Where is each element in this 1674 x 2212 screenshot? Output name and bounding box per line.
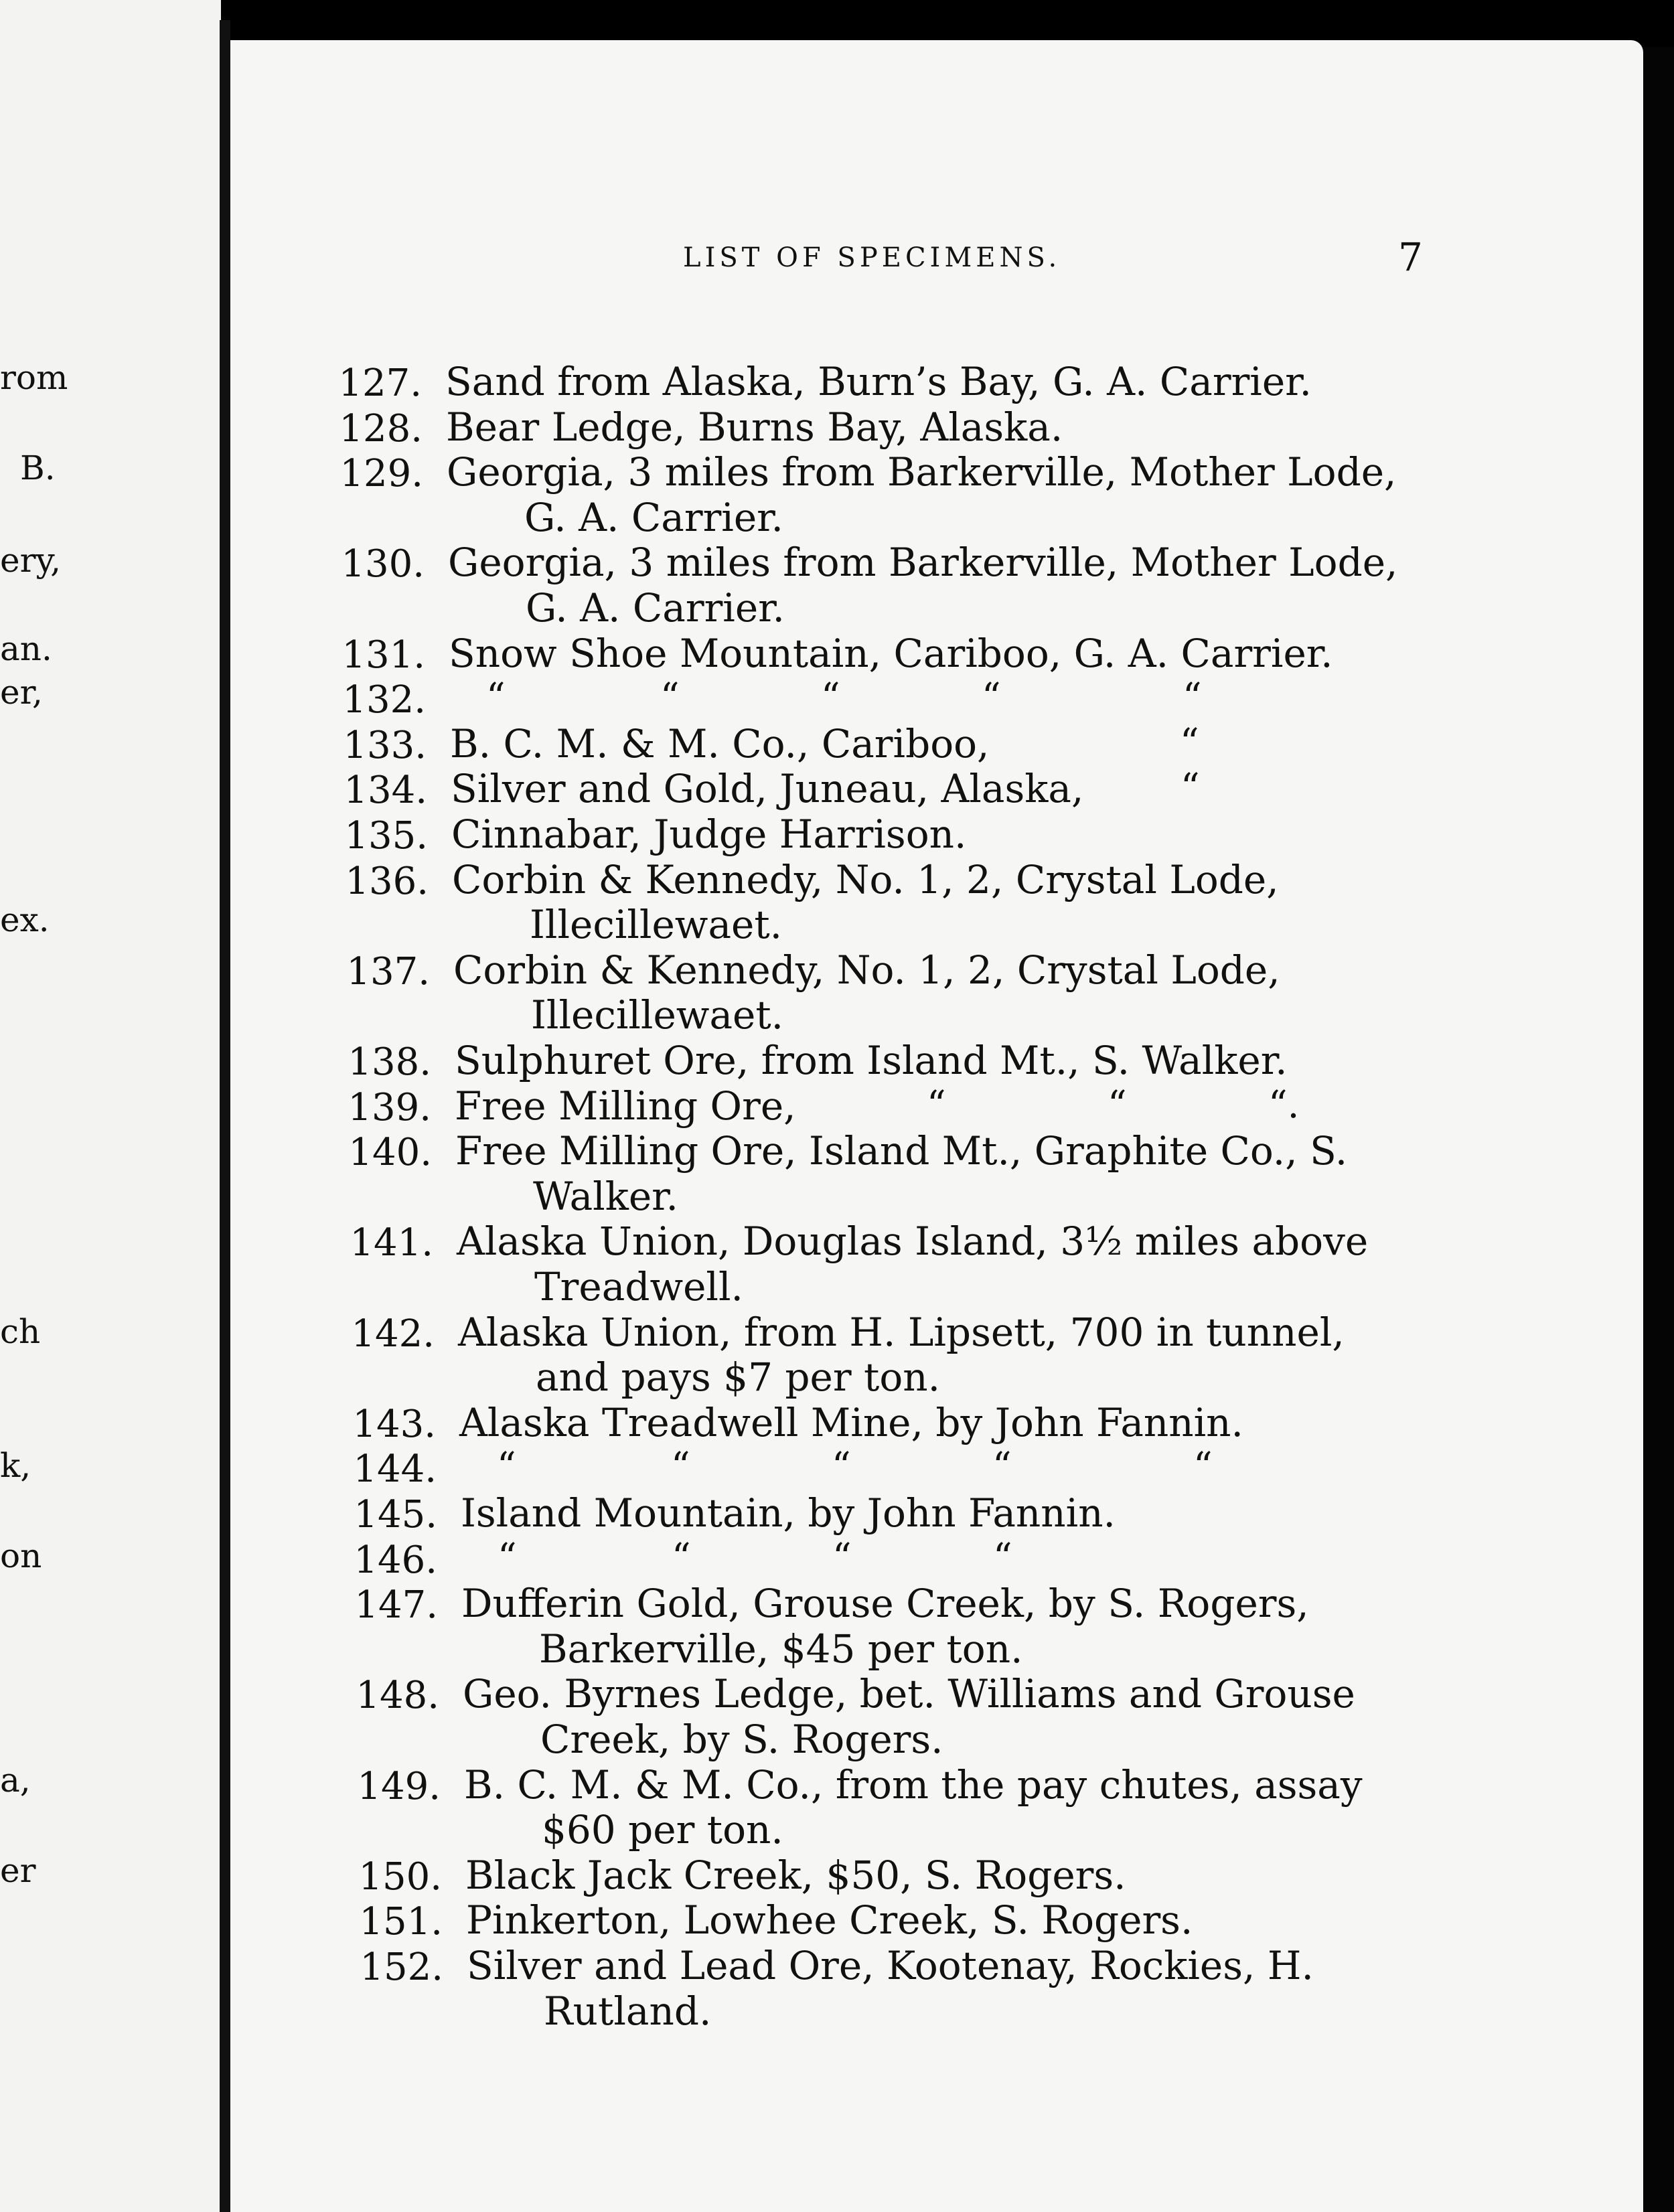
- specimen-description: Snow Shoe Mountain, Cariboo, G. A. Carrier.: [449, 630, 1333, 676]
- left-page-fragment: on: [0, 1536, 42, 1575]
- specimen-number: 132.: [342, 678, 426, 722]
- specimen-description: Alaska Union, Douglas Island, 3½ miles above: [457, 1218, 1369, 1265]
- specimen-description: Bear Ledge, Burns Bay, Alaska.: [446, 404, 1063, 450]
- specimen-description-continued: and pays $7 per ton.: [536, 1354, 941, 1401]
- ditto-mark: “: [927, 1083, 946, 1127]
- specimen-description: Pinkerton, Lowhee Creek, S. Rogers.: [466, 1897, 1193, 1944]
- specimen-description: Georgia, 3 miles from Barkerville, Mother Lode,: [447, 449, 1397, 495]
- specimen-number: 142.: [351, 1312, 435, 1356]
- ditto-mark: “: [1193, 1445, 1213, 1489]
- ditto-mark: “: [660, 676, 680, 720]
- ditto-mark: “: [671, 1445, 690, 1489]
- specimen-number: 140.: [348, 1131, 432, 1175]
- specimen-description-continued: Illecillewaet.: [531, 992, 784, 1038]
- specimen-description: Sand from Alaska, Burn’s Bay, G. A. Carrier.: [445, 359, 1312, 404]
- specimen-number: 127.: [338, 362, 422, 405]
- specimen-description: Free Milling Ore, Island Mt., Graphite Co., S.: [455, 1128, 1348, 1174]
- left-page-fragment: ery,: [0, 541, 61, 580]
- ditto-mark: “: [821, 676, 840, 720]
- specimen-number: 138.: [348, 1040, 431, 1084]
- specimen-description: Free Milling Ore,: [455, 1083, 796, 1129]
- specimen-description: Geo. Byrnes Ledge, bet. Williams and Grouse: [463, 1671, 1355, 1717]
- left-page-fragment: ex.: [0, 900, 50, 939]
- specimen-description: Silver and Lead Ore, Kootenay, Rockies, H.: [467, 1943, 1314, 1988]
- specimen-number: 135.: [344, 814, 428, 858]
- specimen-description: Alaska Treadwell Mine, by John Fannin.: [459, 1399, 1243, 1445]
- specimen-description: Cinnabar, Judge Harrison.: [451, 811, 967, 857]
- left-page-fragment: a,: [0, 1761, 31, 1800]
- specimen-number: 151.: [359, 1900, 443, 1944]
- specimen-number: 136.: [345, 859, 429, 903]
- specimen-description-continued: Illecillewaet.: [530, 902, 783, 948]
- ditto-mark: “: [498, 1535, 517, 1579]
- specimen-description-continued: G. A. Carrier.: [526, 585, 785, 631]
- specimen-description-continued: Treadwell.: [534, 1264, 743, 1310]
- specimen-description-continued: Creek, by S. Rogers.: [540, 1717, 943, 1762]
- specimen-number: 152.: [360, 1946, 443, 1989]
- specimen-number: 148.: [356, 1674, 439, 1718]
- specimen-description-continued: Walker.: [533, 1173, 678, 1219]
- left-page-fragment: rom: [0, 358, 68, 397]
- ditto-mark: “: [993, 1535, 1012, 1579]
- specimen-description: Alaska Union, from H. Lipsett, 700 in tunnel,: [458, 1309, 1345, 1355]
- ditto-mark: “: [1181, 766, 1200, 810]
- ditto-mark: “: [1180, 720, 1199, 765]
- left-page-fragment: er,: [0, 673, 43, 712]
- specimen-number: 147.: [354, 1583, 438, 1628]
- ditto-mark: “: [982, 676, 1001, 720]
- ditto-mark: “: [672, 1535, 691, 1579]
- specimen-description-continued: $60 per ton.: [542, 1807, 783, 1853]
- specimen-description-continued: Rutland.: [544, 1988, 712, 2034]
- ditto-mark: “.: [1268, 1083, 1300, 1127]
- left-page-fragment: er: [0, 1851, 36, 1890]
- ditto-mark: “: [832, 1535, 852, 1579]
- specimen-description: Island Mountain, by John Fannin.: [461, 1490, 1116, 1536]
- specimen-number: 133.: [343, 723, 427, 767]
- specimen-number: 139.: [348, 1085, 431, 1129]
- specimen-number: 137.: [346, 949, 430, 994]
- left-page-fragment: ch: [0, 1312, 41, 1351]
- specimen-description: Sulphuret Ore, from Island Mt., S. Walker.: [455, 1038, 1288, 1083]
- ditto-mark: “: [1183, 676, 1202, 720]
- specimen-number: 145.: [354, 1493, 437, 1536]
- specimen-description: B. C. M. & M. Co., from the pay chutes, assay: [464, 1761, 1363, 1808]
- ditto-mark: “: [1108, 1083, 1127, 1127]
- ditto-mark: “: [832, 1445, 851, 1489]
- specimen-number: 130.: [341, 542, 425, 586]
- specimen-description: B. C. M. & M. Co., Cariboo,: [450, 720, 990, 767]
- specimen-number: 146.: [354, 1538, 437, 1582]
- left-page-fragment: an.: [0, 629, 52, 668]
- page-number: 7: [1398, 234, 1423, 280]
- ditto-mark: “: [992, 1445, 1012, 1489]
- specimen-number: 144.: [353, 1447, 437, 1492]
- specimen-number: 141.: [350, 1221, 433, 1265]
- specimen-number: 131.: [341, 633, 425, 677]
- specimen-description: Corbin & Kennedy, No. 1, 2, Crystal Lode,: [452, 856, 1279, 902]
- running-title: LIST OF SPECIMENS.: [683, 242, 1061, 273]
- specimen-description: Corbin & Kennedy, No. 1, 2, Crystal Lode,: [453, 947, 1280, 993]
- left-page-fragment: k,: [0, 1446, 31, 1485]
- specimen-description: Georgia, 3 miles from Barkerville, Mother Lode,: [448, 540, 1398, 586]
- specimen-description-continued: G. A. Carrier.: [524, 494, 783, 540]
- specimen-description: Dufferin Gold, Grouse Creek, by S. Rogers,: [461, 1581, 1309, 1627]
- specimen-description-continued: Barkerville, $45 per ton.: [539, 1626, 1023, 1672]
- left-page-fragment: B.: [20, 449, 56, 487]
- specimen-number: 134.: [344, 769, 427, 813]
- ditto-mark: “: [486, 676, 506, 720]
- specimen-description: Silver and Gold, Juneau, Alaska,: [451, 766, 1084, 812]
- ditto-mark: “: [497, 1445, 516, 1489]
- specimen-number: 129.: [339, 452, 423, 496]
- specimen-number: 150.: [358, 1854, 442, 1899]
- specimen-description: Black Jack Creek, $50, S. Rogers.: [465, 1852, 1126, 1898]
- specimen-number: 149.: [357, 1764, 441, 1808]
- specimen-number: 143.: [352, 1402, 436, 1446]
- specimen-number: 128.: [339, 406, 423, 451]
